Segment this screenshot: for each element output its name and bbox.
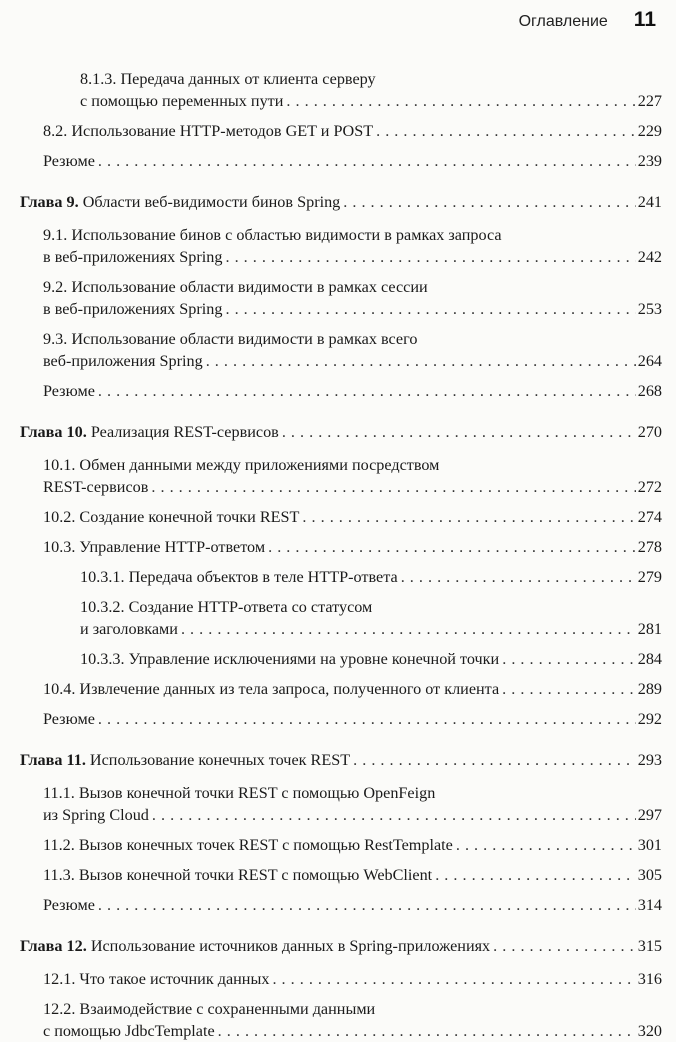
toc-entry-text: Резюме <box>43 382 95 400</box>
leader-dots <box>493 935 636 957</box>
toc-entry-10-3[interactable] <box>20 536 662 558</box>
table-of-contents <box>20 62 662 1040</box>
toc-entry-text: Резюме <box>43 896 95 914</box>
leader-dots <box>343 191 635 213</box>
leader-dots <box>98 380 636 402</box>
toc-entry-text: 11.1. Вызов конечной точки REST с помощью OpenFeign <box>43 784 436 802</box>
toc-entry-summary-9[interactable] <box>20 380 662 402</box>
toc-page-number: 289 <box>637 680 662 698</box>
page-header <box>0 8 656 38</box>
toc-entry-11-3[interactable] <box>20 864 662 886</box>
leader-dots <box>98 708 636 730</box>
toc-entry-text: 12.1. Что такое источник данных <box>43 970 270 988</box>
toc-entry-text: 10.2. Создание конечной точки REST <box>43 508 300 526</box>
toc-page-number: 292 <box>637 710 662 728</box>
toc-entry-summary-11[interactable] <box>20 894 662 916</box>
toc-entry-text: 10.3.2. Создание HTTP-ответа со статусом <box>80 598 373 616</box>
toc-chapter-10[interactable] <box>20 421 662 443</box>
toc-entry-text: Использование источников данных в Spring-приложениях <box>90 937 491 955</box>
toc-entry-text: Резюме <box>43 710 95 728</box>
chapter-label: Глава 11. <box>20 751 86 769</box>
toc-entry-12-2[interactable] <box>20 998 662 1042</box>
toc-chapter-11[interactable] <box>20 749 662 771</box>
toc-entry-text: Области веб-видимости бинов Spring <box>82 193 341 211</box>
toc-entry-text: 10.4. Извлечение данных из тела запроса, полученного от клиента <box>43 680 500 698</box>
leader-dots <box>302 506 635 528</box>
toc-page-number: 281 <box>637 620 662 638</box>
toc-entry-10-3-3[interactable] <box>20 648 662 670</box>
toc-entry-text: в веб-приложениях Spring <box>43 300 223 318</box>
toc-entry-text: 10.3.3. Управление исключениями на уровне конечной точки <box>80 650 500 668</box>
toc-entry-10-3-1[interactable] <box>20 566 662 588</box>
toc-entry-12-1[interactable] <box>20 968 662 990</box>
toc-entry-text: веб-приложения Spring <box>43 352 203 370</box>
toc-entry-11-2[interactable] <box>20 834 662 856</box>
toc-chapter-9[interactable] <box>20 191 662 213</box>
toc-page-number: 274 <box>637 508 662 526</box>
leader-dots <box>268 536 636 558</box>
toc-entry-text: REST-сервисов <box>43 478 149 496</box>
toc-page-number: 270 <box>637 423 662 441</box>
leader-dots <box>151 476 635 498</box>
toc-page-number: 268 <box>637 382 662 400</box>
toc-entry-text: 9.1. Использование бинов с областью видимости в рамках запроса <box>43 226 502 244</box>
leader-dots <box>502 648 636 670</box>
leader-dots <box>353 749 636 771</box>
toc-entry-text: 11.3. Вызов конечной точки REST с помощью WebClient <box>43 866 433 884</box>
toc-entry-text: Реализация REST-сервисов <box>90 423 279 441</box>
toc-page-number: 279 <box>637 568 662 586</box>
toc-page-number: 297 <box>637 806 662 824</box>
running-title: Оглавление <box>518 13 608 30</box>
leader-dots <box>152 804 636 826</box>
toc-entry-8-1-3[interactable] <box>20 68 662 112</box>
toc-page-number: 229 <box>637 122 662 140</box>
leader-dots <box>502 678 636 700</box>
toc-page-number: 301 <box>637 836 662 854</box>
toc-entry-text: 10.3. Управление HTTP-ответом <box>43 538 266 556</box>
toc-page-number: 239 <box>637 152 662 170</box>
leader-dots <box>225 298 635 320</box>
toc-page-number: 305 <box>637 866 662 884</box>
chapter-label: Глава 10. <box>20 423 87 441</box>
toc-entry-10-1[interactable] <box>20 454 662 498</box>
toc-entry-text: в веб-приложениях Spring <box>43 248 223 266</box>
toc-entry-text: с помощью переменных пути <box>80 92 284 110</box>
toc-entry-text: и заголовками <box>80 620 178 638</box>
toc-entry-summary-10[interactable] <box>20 708 662 730</box>
toc-page-number: 315 <box>637 937 662 955</box>
toc-page-number: 314 <box>637 896 662 914</box>
leader-dots <box>435 864 636 886</box>
leader-dots <box>225 246 635 268</box>
toc-entry-8-2[interactable] <box>20 120 662 142</box>
leader-dots <box>272 968 635 990</box>
toc-chapter-12[interactable] <box>20 935 662 957</box>
leader-dots <box>98 894 636 916</box>
leader-dots <box>282 421 636 443</box>
toc-page-number: 253 <box>637 300 662 318</box>
toc-entry-text: 11.2. Вызов конечных точек REST с помощью RestTemplate <box>43 836 453 854</box>
toc-page-number: 293 <box>637 751 662 769</box>
leader-dots <box>181 618 636 640</box>
toc-entry-9-2[interactable] <box>20 276 662 320</box>
toc-entry-10-2[interactable] <box>20 506 662 528</box>
toc-entry-text: 9.2. Использование области видимости в рамках сессии <box>43 278 428 296</box>
chapter-label: Глава 9. <box>20 193 79 211</box>
toc-page-number: 272 <box>637 478 662 496</box>
leader-dots <box>206 350 636 372</box>
toc-entry-11-1[interactable] <box>20 782 662 826</box>
toc-entry-text: из Spring Cloud <box>43 806 149 824</box>
toc-entry-text: 9.3. Использование области видимости в рамках всего <box>43 330 418 348</box>
leader-dots <box>456 834 636 856</box>
toc-entry-text: 10.3.1. Передача объектов в теле HTTP-ответа <box>80 568 398 586</box>
toc-entry-text: 8.1.3. Передача данных от клиента серверу <box>80 70 376 88</box>
toc-page-number: 242 <box>637 248 662 266</box>
chapter-label: Глава 12. <box>20 937 87 955</box>
leader-dots <box>376 120 636 142</box>
toc-entry-text: Резюме <box>43 152 95 170</box>
toc-entry-text: с помощью JdbcTemplate <box>43 1022 215 1040</box>
toc-page-number: 264 <box>637 352 662 370</box>
toc-entry-9-1[interactable] <box>20 224 662 268</box>
leader-dots <box>286 90 635 112</box>
toc-page-number: 241 <box>637 193 662 211</box>
toc-page-number: 227 <box>637 92 662 110</box>
toc-entry-text: 10.1. Обмен данными между приложениями посредством <box>43 456 440 474</box>
leader-dots <box>98 150 636 172</box>
page-number: 11 <box>633 8 656 31</box>
toc-page-number: 316 <box>637 970 662 988</box>
toc-page-number: 284 <box>637 650 662 668</box>
toc-entry-10-4[interactable] <box>20 678 662 700</box>
toc-page-number: 278 <box>637 538 662 556</box>
leader-dots <box>218 1020 636 1042</box>
toc-page-number: 320 <box>637 1022 662 1040</box>
toc-entry-9-3[interactable] <box>20 328 662 372</box>
toc-entry-summary-8[interactable] <box>20 150 662 172</box>
toc-entry-text: 8.2. Использование HTTP-методов GET и POST <box>43 122 374 140</box>
toc-entry-text: 12.2. Взаимодействие с сохраненными данными <box>43 1000 376 1018</box>
leader-dots <box>401 566 636 588</box>
toc-entry-text: Использование конечных точек REST <box>89 751 351 769</box>
toc-entry-10-3-2[interactable] <box>20 596 662 640</box>
